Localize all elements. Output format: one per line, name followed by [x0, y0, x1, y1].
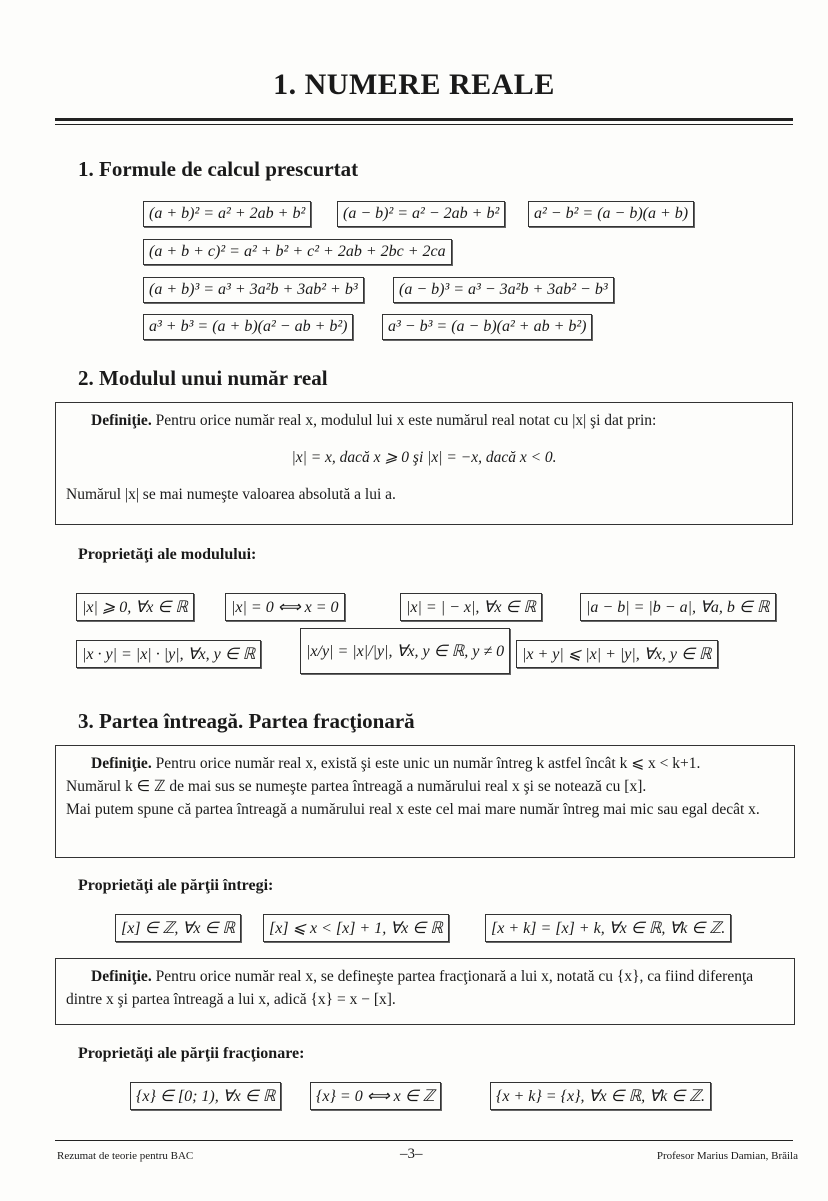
definition-label: Definiţie.	[91, 755, 152, 772]
property-box: |x/y| = |x|/|y|, ∀x, y ∈ ℝ, y ≠ 0	[300, 628, 510, 674]
footer-left: Rezumat de teorie pentru BAC	[57, 1150, 194, 1162]
definition-text: Pentru orice număr real x, se defineşte partea fracţionară a lui x, notată cu {x}, ca fiind diferenţa dintre x şi partea întreagă a lui x, adică {x} = x − [x].	[66, 968, 754, 1008]
property-box: [x] ⩽ x < [x] + 1, ∀x ∈ ℝ	[263, 914, 449, 942]
property-box: {x} = 0 ⟺ x ∈ ℤ	[310, 1082, 441, 1110]
section-heading: 1. Formule de calcul prescurtat	[78, 157, 359, 181]
property-box: {x + k} = {x}, ∀x ∈ ℝ, ∀k ∈ ℤ.	[490, 1082, 711, 1110]
formula-box: (a − b)² = a² − 2ab + b²	[337, 201, 505, 227]
properties-heading: Proprietăţi ale părţii întregi:	[78, 877, 274, 894]
definition-label: Definiţie.	[91, 412, 152, 429]
definition-box	[55, 958, 795, 1025]
property-box: |a − b| = |b − a|, ∀a, b ∈ ℝ	[580, 593, 776, 621]
definition-box	[55, 745, 795, 858]
formula-box: (a + b)³ = a³ + 3a²b + 3ab² + b³	[143, 277, 364, 303]
property-box: |x + y| ⩽ |x| + |y|, ∀x, y ∈ ℝ	[516, 640, 718, 668]
properties-heading: Proprietăţi ale modulului:	[78, 546, 257, 563]
definition-note: Numărul |x| se mai numeşte valoarea absolută a lui a.	[66, 486, 396, 503]
definition-text: Numărul k ∈ ℤ de mai sus se numeşte partea întreagă a numărului real x şi se notează cu [x].	[66, 778, 647, 795]
definition-text: Pentru orice număr real x, există şi este unic un număr întreg k astfel încât k ⩽ x < k+1.	[151, 755, 701, 772]
page-number: –3–	[400, 1146, 423, 1162]
property-box: |x| = | − x|, ∀x ∈ ℝ	[400, 593, 542, 621]
title-rule-thin	[55, 124, 793, 125]
formula-box: a³ − b³ = (a − b)(a² + ab + b²)	[382, 314, 592, 340]
property-box: |x · y| = |x| · |y|, ∀x, y ∈ ℝ	[76, 640, 261, 668]
property-box: [x + k] = [x] + k, ∀x ∈ ℝ, ∀k ∈ ℤ.	[485, 914, 731, 942]
formula-box: (a − b)³ = a³ − 3a²b + 3ab² − b³	[393, 277, 614, 303]
definition-box	[55, 402, 793, 525]
footer-right: Profesor Marius Damian, Brăila	[656, 1150, 798, 1162]
definition-text: Pentru orice număr real x, modulul lui x este numărul real notat cu |x| şi dat prin:	[151, 412, 657, 429]
properties-heading: Proprietăţi ale părţii fracţionare:	[78, 1045, 305, 1062]
formula-box: (a + b + c)² = a² + b² + c² + 2ab + 2bc + 2ca	[143, 239, 452, 265]
property-box: [x] ∈ ℤ, ∀x ∈ ℝ	[115, 914, 241, 942]
section-heading: 3. Partea întreagă. Partea fracţionară	[78, 709, 415, 733]
section-heading: 2. Modulul unui număr real	[78, 366, 328, 390]
formula-box: a³ + b³ = (a + b)(a² − ab + b²)	[143, 314, 353, 340]
footer-rule	[55, 1140, 793, 1141]
title-rule	[55, 118, 793, 121]
definition-label: Definiţie.	[91, 968, 152, 985]
formula-box: a² − b² = (a − b)(a + b)	[528, 201, 694, 227]
property-box: |x| = 0 ⟺ x = 0	[225, 593, 345, 621]
definition-text: Mai putem spune că partea întreagă a numărului real x este cel mai mare număr întreg mai mic sau egal decât x.	[66, 801, 760, 818]
property-box: |x| ⩾ 0, ∀x ∈ ℝ	[76, 593, 194, 621]
formula-box: (a + b)² = a² + 2ab + b²	[143, 201, 311, 227]
page-title: 1. NUMERE REALE	[273, 68, 555, 101]
property-box: {x} ∈ [0; 1), ∀x ∈ ℝ	[130, 1082, 281, 1110]
definition-formula: |x| = x, dacă x ⩾ 0 şi |x| = −x, dacă x < 0.	[291, 449, 557, 466]
